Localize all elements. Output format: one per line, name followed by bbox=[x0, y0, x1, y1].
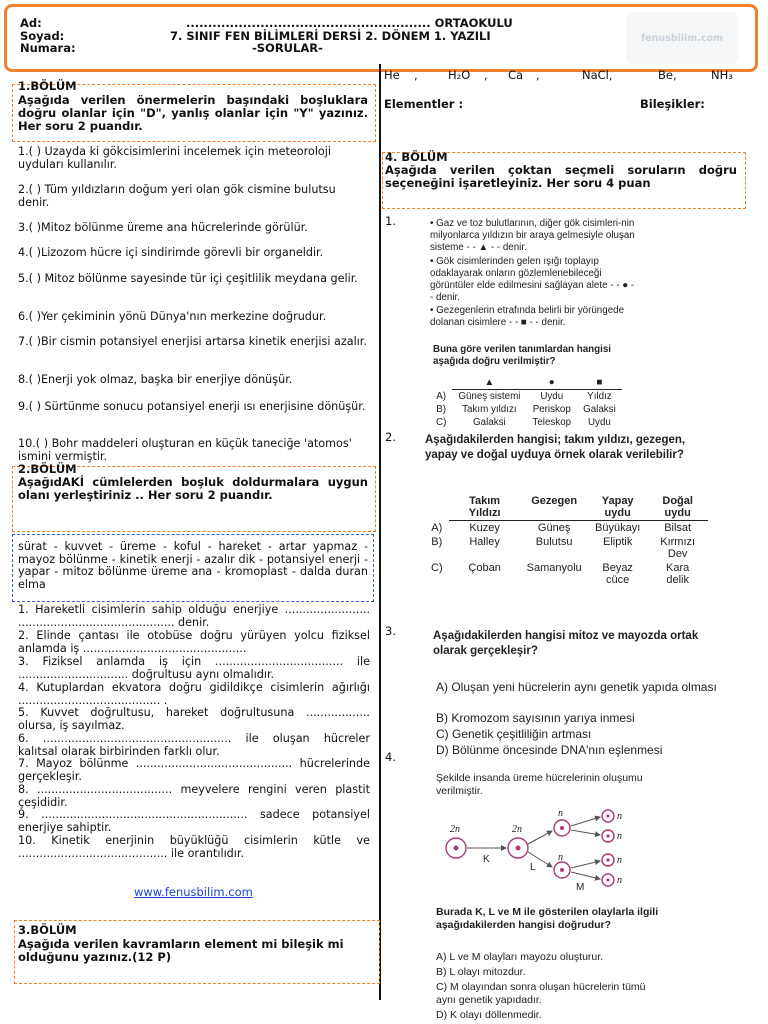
q1-bullet-3: • Gezegenlerin etrafında belirli bir yörüngede dolanan cisimlere - - ■ - - denir. bbox=[430, 305, 625, 328]
q2-c-label: C) bbox=[431, 562, 443, 574]
q1-c-2: Teleskop bbox=[532, 417, 572, 428]
meiosis-diagram bbox=[440, 806, 640, 894]
label-n-3: n bbox=[617, 855, 622, 866]
s1-item-2: 2.( ) Tüm yıldızların doğum yeri olan gök cismine bulutsu denir. bbox=[18, 183, 336, 209]
q3-option-a[interactable]: A) Oluşan yeni hücrelerin aynı genetik yapıda olması bbox=[436, 680, 717, 694]
q2-a-2: Güneş bbox=[537, 522, 571, 534]
q1-row-b[interactable] bbox=[430, 403, 622, 416]
q2-b-1: Halley bbox=[469, 536, 500, 548]
q2-b-3: Eliptik bbox=[602, 536, 633, 548]
column-divider bbox=[379, 64, 381, 1000]
exam-subtitle: -SORULAR- bbox=[252, 41, 323, 55]
q1-header-square: ■ bbox=[577, 376, 622, 390]
q1-bullet-1-text: Gaz ve toz bulutlarının, diğer gök cisimleri-nin milyonlarca yıldızın bir araya gelmesiyle oluşan sisteme - - ▲ - - denir. bbox=[430, 218, 635, 253]
q1-table bbox=[430, 376, 622, 428]
section4-title: 4. BÖLÜM bbox=[385, 150, 448, 164]
section3-instruction: Aşağıda verilen kavramların element mi bileşik mi olduğunu yazınız.(12 P) bbox=[18, 937, 344, 964]
s2-item-8: 8. ...................................... meyvelere rengini veren plastit çeşididir. bbox=[18, 783, 370, 809]
q2-c-4: Kara delik bbox=[666, 562, 690, 586]
formula-sep-3: , bbox=[536, 68, 540, 82]
q4-question: Burada K, L ve M ile gösterilen olaylarla ilgili aşağıdakilerden hangisi doğrudur? bbox=[436, 906, 659, 931]
q2-header-1: Takım Yıldızı bbox=[449, 494, 521, 521]
q1-c-label: C) bbox=[436, 417, 447, 428]
q3-option-b[interactable]: B) Kromozom sayısının yarıya inmesi bbox=[436, 711, 635, 725]
label-2n-first: 2n bbox=[450, 824, 460, 835]
s2-item-4: 4. Kutuplardan ekvatora doğru gidildikçe cisimlerin ağırlığı ........................................ . bbox=[18, 681, 370, 707]
q2-table-wrap bbox=[425, 494, 708, 587]
q2-a-4: Bilsat bbox=[664, 522, 692, 534]
q3-number: 3. bbox=[385, 624, 396, 638]
formula-sep-2: , bbox=[484, 68, 488, 82]
q2-row-b[interactable] bbox=[425, 535, 708, 561]
q3-option-c[interactable]: C) Genetik çeşitliliğin artması bbox=[436, 727, 592, 741]
s2-item-2: 2. Elinde çantası ile otobüse doğru yürüyen yolcu fiziksel anlamda iş .............................................. bbox=[18, 629, 370, 655]
formula-sep-1: , bbox=[414, 68, 418, 82]
q1-table-wrap bbox=[430, 376, 650, 428]
website-link[interactable]: www.fenusbilim.com bbox=[134, 885, 253, 899]
s2-item-3: 3. Fiziksel anlamda iş için .................................... ile ............................... doğrultusu aynı olmalıdır. bbox=[18, 655, 370, 681]
q1-bullet-3-text: Gezegenlerin etrafında belirli bir yörüngede dolanan cisimlere - - ■ - - denir. bbox=[430, 305, 625, 328]
section3-title: 3.BÖLÜM bbox=[18, 923, 77, 937]
arrow-l bbox=[528, 831, 552, 844]
label-k: K bbox=[483, 854, 490, 865]
q1-b-label: B) bbox=[436, 404, 447, 415]
elements-label: Elementler : bbox=[384, 97, 464, 111]
s2-item-10: 10. Kinetik enerjinin büyüklüğü cisimlerin kütle ve .......................................... ile orantılıdır. bbox=[18, 834, 370, 860]
label-m: M bbox=[576, 882, 585, 893]
label-n-2: n bbox=[617, 831, 622, 842]
q4-option-a[interactable]: A) L ve M olayları mayozu oluşturur. bbox=[436, 951, 604, 963]
q2-table bbox=[425, 494, 708, 587]
q1-row-a[interactable] bbox=[430, 390, 622, 404]
q1-header-row bbox=[430, 376, 622, 390]
s2-item-6: 6. ..................................................... ile oluşan hücreler kalıtsal olarak birbirinden farklı olur. bbox=[18, 732, 370, 758]
q2-a-label: A) bbox=[431, 521, 443, 534]
label-n-4: n bbox=[617, 875, 622, 886]
q1-b-1: Takım yıldızı bbox=[462, 404, 517, 415]
q4-number: 4. bbox=[385, 750, 396, 764]
q1-question: Buna göre verilen tanımlardan hangisi aşağıda doğru verilmiştir? bbox=[433, 344, 612, 367]
q2-question: Aşağıdakilerden hangisi; takım yıldızı, gezegen, yapay ve doğal uyduya örnek olarak verilebilir? bbox=[425, 434, 686, 461]
q1-b-3: Galaksi bbox=[583, 404, 616, 415]
q2-row-a[interactable] bbox=[425, 521, 708, 536]
q2-b-label: B) bbox=[431, 536, 443, 548]
q2-b-4: Kırmızı Dev bbox=[660, 536, 696, 560]
q2-row-c[interactable] bbox=[425, 561, 708, 587]
compounds-label: Bileşikler: bbox=[640, 97, 705, 111]
formula-he: He bbox=[384, 68, 400, 82]
section1-instruction: Aşağıda verilen önermelerin başındaki boşluklara doğru olanlar için "D", yanlış olanlar için "Y" yazınız. Her soru 2 puandır. bbox=[18, 93, 368, 133]
q1-header-triangle: ▲ bbox=[452, 376, 526, 390]
q2-header-row bbox=[425, 494, 708, 521]
q1-a-2: Uydu bbox=[540, 391, 564, 402]
s1-item-8: 8.( )Enerji yok olmaz, başka bir enerjiye dönüşür. bbox=[18, 373, 293, 386]
formula-nacl: NaCl, bbox=[582, 68, 613, 82]
q4-stem: Şekilde insanda üreme hücrelerinin oluşumu verilmiştir. bbox=[436, 772, 643, 797]
s1-item-4: 4.( )Lizozom hücre içi sindirimde görevli bir organeldir. bbox=[18, 246, 324, 259]
wordbank-text: sürat - kuvvet - üreme - koful - hareket - artar yapmaz - mayoz bölünme - kinetik enerji - azalır dik - potansiyel enerji - yapar - mitoz bölünme üreme ana - kromoplast - dalda duran elma bbox=[18, 540, 368, 591]
q2-header-2: Gezegen bbox=[521, 494, 588, 521]
q4-option-b[interactable]: B) L olayı mitozdur. bbox=[436, 966, 526, 978]
s1-item-9: 9.( ) Sürtünme sonucu potansiyel enerji ısı enerjisine dönüşür. bbox=[18, 400, 366, 413]
s1-item-1: 1.( ) Uzayda ki gökcisimlerini incelemek için meteoroloji uyduları kullanılır. bbox=[18, 145, 331, 171]
q1-c-1: Galaksi bbox=[473, 417, 506, 428]
q2-a-3: Büyükayı bbox=[595, 522, 641, 534]
q1-number: 1. bbox=[385, 214, 396, 228]
q2-number: 2. bbox=[385, 430, 396, 444]
q2-c-3: Beyaz cüce bbox=[602, 562, 633, 586]
soyad-label: Soyad: bbox=[20, 29, 65, 43]
q1-c-3: Uydu bbox=[587, 417, 611, 428]
section1-title: 1.BÖLÜM bbox=[18, 79, 77, 93]
label-2n-second: 2n bbox=[512, 824, 522, 835]
formula-h2o: H₂O bbox=[448, 68, 471, 82]
exam-title: 7. SINIF FEN BİLİMLERİ DERSİ 2. DÖNEM 1. YAZILI bbox=[170, 29, 491, 43]
q1-bullet-2: • Gök cisimlerinden gelen ışığı toplayıp odaklayarak onların gözlemlenebileceği görüntüler elde edilmesini sağlayan alete - - ● - - denir. bbox=[430, 256, 635, 303]
formula-nh3: NH₃ bbox=[711, 68, 733, 82]
s1-item-6: 6.( )Yer çekiminin yönü Dünya'nın merkezine doğrudur. bbox=[18, 310, 327, 323]
formula-ca: Ca bbox=[508, 68, 524, 82]
q2-header-3: Yapay uydu bbox=[588, 494, 648, 521]
q1-header-circle: ● bbox=[526, 376, 577, 390]
school-name: ........................................................ ORTAOKULU bbox=[186, 16, 513, 30]
s1-item-3: 3.( )Mitoz bölünme üreme ana hücrelerinde görülür. bbox=[18, 221, 308, 234]
s2-item-9: 9. .......................................................... sadece potansiyel enerjiye sahiptir. bbox=[18, 808, 370, 834]
q3-option-d[interactable]: D) Bölünme öncesinde DNA'nın eşlenmesi bbox=[436, 743, 663, 757]
s2-item-5: 5. Kuvvet doğrultusu, hareket doğrultusuna .................. olursa, iş sayılmaz. bbox=[18, 706, 370, 732]
label-l: L bbox=[530, 862, 536, 873]
q1-b-2: Periskop bbox=[532, 404, 571, 415]
label-n-bottom: n bbox=[558, 852, 563, 863]
q1-a-label: A) bbox=[436, 390, 447, 402]
q2-header-4: Doğal uydu bbox=[648, 494, 708, 521]
q2-a-1: Kuzey bbox=[469, 522, 500, 534]
formula-be: Be, bbox=[658, 68, 677, 82]
label-n-top: n bbox=[558, 808, 563, 819]
section2-title: 2.BÖLÜM bbox=[18, 462, 77, 476]
s1-item-10: 10.( ) Bohr maddeleri oluşturan en küçük taneciğe 'atomos' ismini vermiştir. bbox=[18, 437, 352, 463]
q4-option-c[interactable]: C) M olayından sonra oluşan hücrelerin tümü aynı genetik yapıdadır. bbox=[436, 981, 646, 1006]
section4-instruction: Aşağıda verilen çoktan seçmeli soruların doğru seçeneğini işaretleyiniz. Her soru 4 puan bbox=[385, 163, 737, 190]
q1-bullet-2-text: Gök cisimlerinden gelen ışığı toplayıp odaklayarak onların gözlemlenebileceği görüntüler elde edilmesini sağlayan alete - - ● - - denir. bbox=[430, 256, 635, 303]
q1-a-1: Güneş sistemi bbox=[458, 391, 521, 402]
section2-instruction: AşağıdAKİ cümlelerden boşluk doldurmalara uygun olanı yerleştiriniz .. Her soru 2 puandır. bbox=[18, 475, 368, 502]
ad-label: Ad: bbox=[20, 16, 42, 30]
s1-item-7: 7.( )Bir cismin potansiyel enerjisi artarsa kinetik enerjisi azalır. bbox=[18, 335, 367, 348]
q3-question: Aşağıdakilerden hangisi mitoz ve mayozda ortak olarak gerçekleşir? bbox=[433, 630, 699, 657]
q2-c-2: Samanyolu bbox=[526, 562, 582, 574]
q1-bullet-1: • Gaz ve toz bulutlarının, diğer gök cisimleri-nin milyonlarca yıldızın bir araya gelmesiyle oluşan sisteme - - ▲ - - denir. bbox=[430, 218, 635, 253]
s1-item-5: 5.( ) Mitoz bölünme sayesinde tür içi çeşitlilik meydana gelir. bbox=[18, 272, 358, 285]
s2-item-1: 1. Hareketli cisimlerin sahip olduğu enerjiye ........................ ............................................ denir. bbox=[18, 603, 370, 629]
q1-row-c[interactable] bbox=[430, 416, 622, 428]
numara-label: Numara: bbox=[20, 41, 76, 55]
site-logo bbox=[626, 12, 738, 64]
q1-a-3: Yıldız bbox=[587, 391, 612, 402]
s2-item-7: 7. Mayoz bölünme ............................................ hücrelerinde gerçekleşir. bbox=[18, 757, 370, 783]
logo-text: fenusbilim.com bbox=[641, 32, 723, 44]
q2-c-1: Çoban bbox=[468, 562, 501, 574]
q4-option-d[interactable]: D) K olayı döllenmedir. bbox=[436, 1009, 542, 1021]
label-n-1: n bbox=[617, 811, 622, 822]
q2-b-2: Bulutsu bbox=[535, 536, 573, 548]
